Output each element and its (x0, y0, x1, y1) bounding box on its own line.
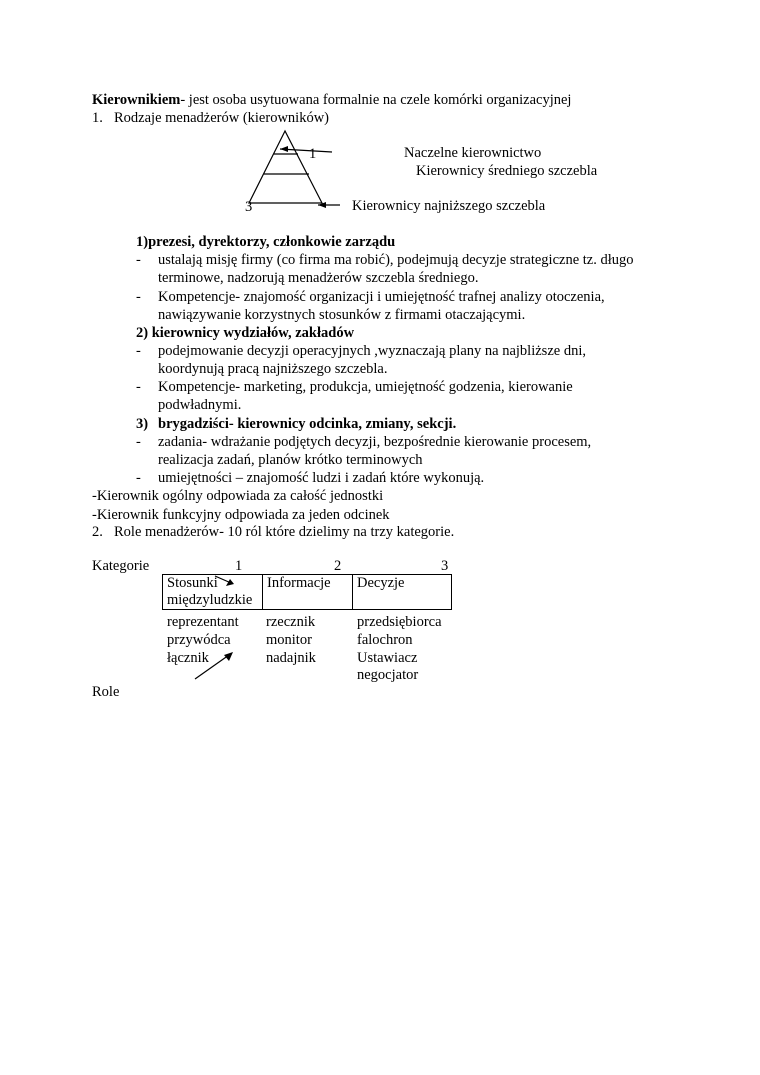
role-item: reprezentant (167, 614, 239, 630)
category-number-3: 3 (441, 558, 449, 574)
level-3-bullet-1-dash: - (136, 434, 141, 450)
pyramid-label-middle: Kierownicy średniego szczebla (416, 163, 598, 179)
level-2-bullet-2: Kompetencje- marketing, produkcja, umiejętność godzenia, kierowanie (158, 379, 573, 395)
definition-term: Kierownikiem (92, 92, 181, 108)
pyramid-number-bottom: 3 (245, 199, 253, 215)
pyramid-label-top: Naczelne kierownictwo (404, 145, 542, 161)
level-3-bullet-2: umiejętności – znajomość ludzi i zadań które wykonują. (158, 470, 485, 486)
level-1-bullet-1: ustalają misję firmy (co firma ma robić), podejmują decyzje strategiczne tz. długo (158, 252, 634, 268)
level-2-bullet-2-dash: - (136, 379, 141, 395)
category-header-interpersonal: Stosunki międzyludzkie (163, 575, 263, 610)
role-item: Ustawiacz (357, 650, 418, 666)
pyramid-outline (249, 131, 322, 203)
level-3-heading: brygadziści- kierownicy odcinka, zmiany, sekcji. (158, 416, 457, 432)
note-functional-manager: -Kierownik funkcyjny odpowiada za jeden odcinek (92, 507, 390, 523)
role-item: przedsiębiorca (357, 614, 442, 630)
level-2-bullet-1-dash: - (136, 343, 141, 359)
role-item: monitor (266, 632, 312, 648)
level-1-bullet-1-cont: terminowe, nadzorują menadżerów szczebla średniego. (158, 270, 479, 286)
categories-header-row (163, 575, 452, 610)
level-1-heading: 1)prezesi, dyrektorzy, członkowie zarządu (136, 234, 396, 250)
role-item: łącznik (167, 650, 209, 666)
categories-table (162, 574, 452, 610)
roles-label: Role (92, 684, 120, 700)
role-item: nadajnik (266, 650, 316, 666)
definition-text: - jest osoba usytuowana formalnie na czele komórki organizacyjnej (180, 92, 572, 108)
level-3-number: 3) (136, 416, 149, 432)
role-item: negocjator (357, 667, 419, 683)
pyramid-label-bottom: Kierownicy najniższego szczebla (352, 198, 546, 214)
section-1-title: Rodzaje menadżerów (kierowników) (114, 110, 330, 126)
section-2-number: 2. (92, 524, 103, 540)
role-item: falochron (357, 632, 413, 648)
level-2-heading: 2) kierownicy wydziałów, zakładów (136, 325, 355, 341)
level-2-bullet-2-cont: podwładnymi. (158, 397, 242, 413)
role-item: rzecznik (266, 614, 316, 630)
level-1-bullet-2-cont: nawiązywanie korzystnych stosunków z firmami otaczającymi. (158, 307, 526, 323)
section-2-title: Role menadżerów- 10 ról które dzielimy na trzy kategorie. (114, 524, 455, 540)
level-2-bullet-1: podejmowanie decyzji operacyjnych ,wyznaczają plany na najbliższe dni, (158, 343, 586, 359)
level-3-bullet-1: zadania- wdrażanie podjętych decyzji, bezpośrednie kierowanie procesem, (158, 434, 592, 450)
level-1-bullet-2-dash: - (136, 289, 141, 305)
category-header-information: Informacje (263, 575, 353, 610)
category-header-decisions: Decyzje (353, 575, 452, 610)
role-item: przywódca (167, 632, 231, 648)
level-1-bullet-2: Kompetencje- znajomość organizacji i umiejętność trafnej analizy otoczenia, (158, 289, 605, 305)
category-number-1: 1 (235, 558, 243, 574)
level-2-bullet-1-cont: koordynują pracą najniższego szczebla. (158, 361, 388, 377)
level-1-bullet-1-dash: - (136, 252, 141, 268)
level-3-bullet-1-cont: realizacja zadań, planów krótko terminowych (158, 452, 423, 468)
category-number-2: 2 (334, 558, 342, 574)
level-3-bullet-2-dash: - (136, 470, 141, 486)
section-2-heading (92, 523, 455, 541)
pyramid-number-top: 1 (309, 146, 317, 162)
section-1-number: 1. (92, 110, 103, 126)
note-general-manager: -Kierownik ogólny odpowiada za całość jednostki (92, 488, 384, 504)
categories-label: Kategorie (92, 558, 150, 574)
